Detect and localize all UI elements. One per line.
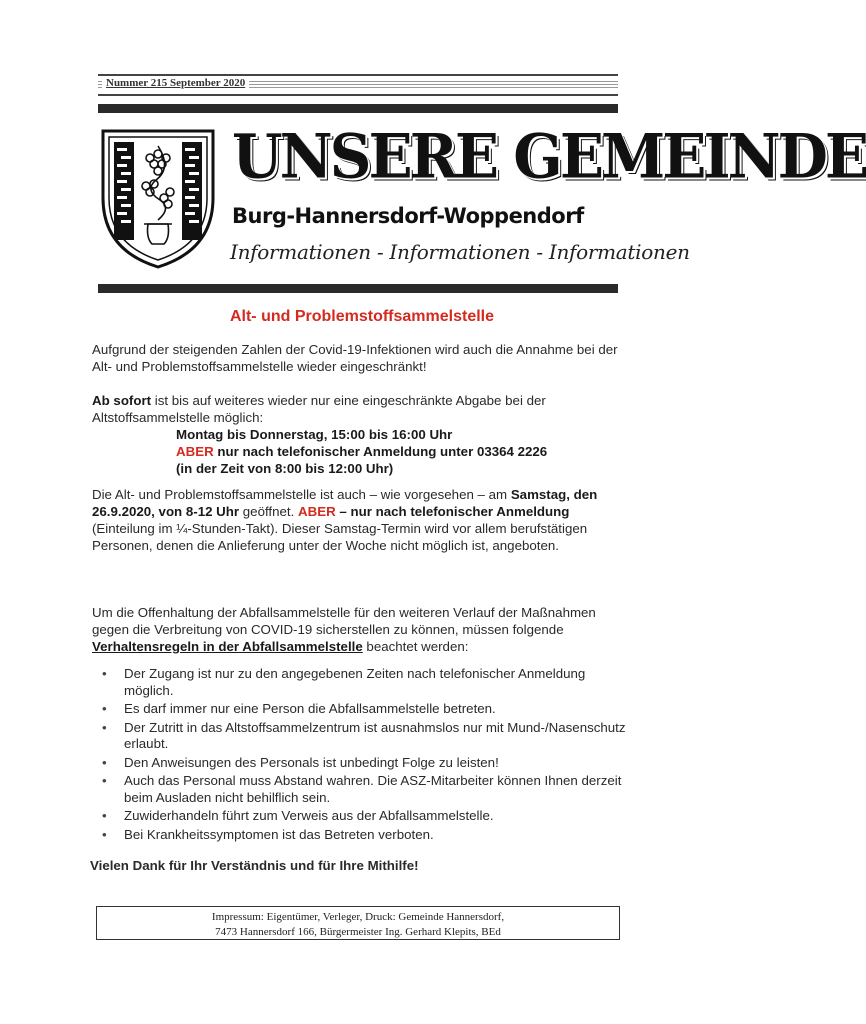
thanks-note: Vielen Dank für Ihr Verständnis und für Ihre Mithilfe! <box>90 858 419 873</box>
masthead-subtitle: Burg-Hannersdorf-Woppendorf <box>232 204 584 228</box>
issue-number: Nummer 215 September 2020 <box>102 77 249 89</box>
list-item: • Bei Krankheitssymptomen ist das Betreten verboten. <box>100 827 630 844</box>
masthead-top-rule <box>98 104 618 113</box>
saturday-aber: ABER <box>298 504 336 519</box>
rules-intro-paragraph <box>92 604 632 655</box>
rules-list <box>100 666 630 845</box>
list-item: • Den Anweisungen des Personals ist unbedingt Folge zu leisten! <box>100 755 630 772</box>
coat-of-arms-logo <box>100 128 216 270</box>
ab-sofort-label: Ab sofort <box>92 393 152 408</box>
saturday-text-e: (Einteilung im ¼-Stunden-Takt). Dieser Samstag-Termin wird vor allem berufstätigen Personen, denen die Anlieferung unter der Woche nicht möglich ist, angeboten. <box>92 521 588 553</box>
issue-bar <box>98 74 618 96</box>
availability-paragraph <box>92 392 632 426</box>
masthead-title: UNSERE GEMEINDE <box>232 120 866 193</box>
schedule-call-times: (in der Zeit von 8:00 bis 12:00 Uhr) <box>176 461 394 476</box>
saturday-registration: – nur nach telefonischer Anmeldung <box>335 504 570 519</box>
saturday-text-c: geöffnet. <box>239 504 298 519</box>
list-item: • Zuwiderhandeln führt zum Verweis aus der Abfallsammelstelle. <box>100 808 630 825</box>
article-headline: Alt- und Problemstoffsammelstelle <box>229 308 495 325</box>
rules-intro-text: Um die Offenhaltung der Abfallsammelstelle für den weiteren Verlauf der Maßnahmen gegen die Verbreitung von COVID-19 sicherstellen zu können, müssen folgende <box>92 605 596 637</box>
schedule-hours: Montag bis Donnerstag, 15:00 bis 16:00 Uhr <box>176 427 453 442</box>
aber-label: ABER <box>176 444 214 459</box>
imprint-line-2: 7473 Hannersdorf 166, Bürgermeister Ing. Gerhard Klepits, BEd <box>215 926 501 938</box>
list-item: • Auch das Personal muss Abstand wahren. Die ASZ-Mitarbeiter können Ihnen derzeit beim Ausladen nicht behilflich sein. <box>100 773 630 806</box>
masthead-bottom-rule <box>98 284 618 293</box>
availability-text: ist bis auf weiteres wieder nur eine eingeschränkte Abgabe bei der Altstoffsammelstelle möglich: <box>92 393 546 425</box>
rules-heading: Verhaltensregeln in der Abfallsammelstelle <box>92 639 363 654</box>
imprint-box <box>96 906 620 940</box>
list-item: • Der Zutritt in das Altstoffsammelzentrum ist ausnahmslos nur mit Mund-/Nasenschutz erlaubt. <box>100 720 630 753</box>
list-item: • Es darf immer nur eine Person die Abfallsammelstelle betreten. <box>100 701 630 718</box>
intro-paragraph: Aufgrund der steigenden Zahlen der Covid-19-Infektionen wird auch die Annahme bei der Alt- und Problemstoffsammelstelle wieder eingeschränkt! <box>92 342 618 374</box>
saturday-paragraph <box>92 486 632 554</box>
list-item: • Der Zugang ist nur zu den angegebenen Zeiten nach telefonischer Anmeldung möglich. <box>100 666 630 699</box>
rules-intro-end: beachtet werden: <box>362 639 469 654</box>
saturday-date: Samstag, den 26.9.2020, von 8-12 Uhr <box>92 487 598 519</box>
imprint-line-1: Impressum: Eigentümer, Verleger, Druck: Gemeinde Hannersdorf, <box>211 911 505 923</box>
masthead-tagline: Informationen - Informationen - Informationen <box>230 240 690 264</box>
saturday-text-a: Die Alt- und Problemstoffsammelstelle ist auch – wie vorgesehen – am <box>92 487 511 502</box>
schedule-phone <box>176 443 547 460</box>
schedule-phone-text: nur nach telefonischer Anmeldung unter 03364 2226 <box>213 444 548 459</box>
